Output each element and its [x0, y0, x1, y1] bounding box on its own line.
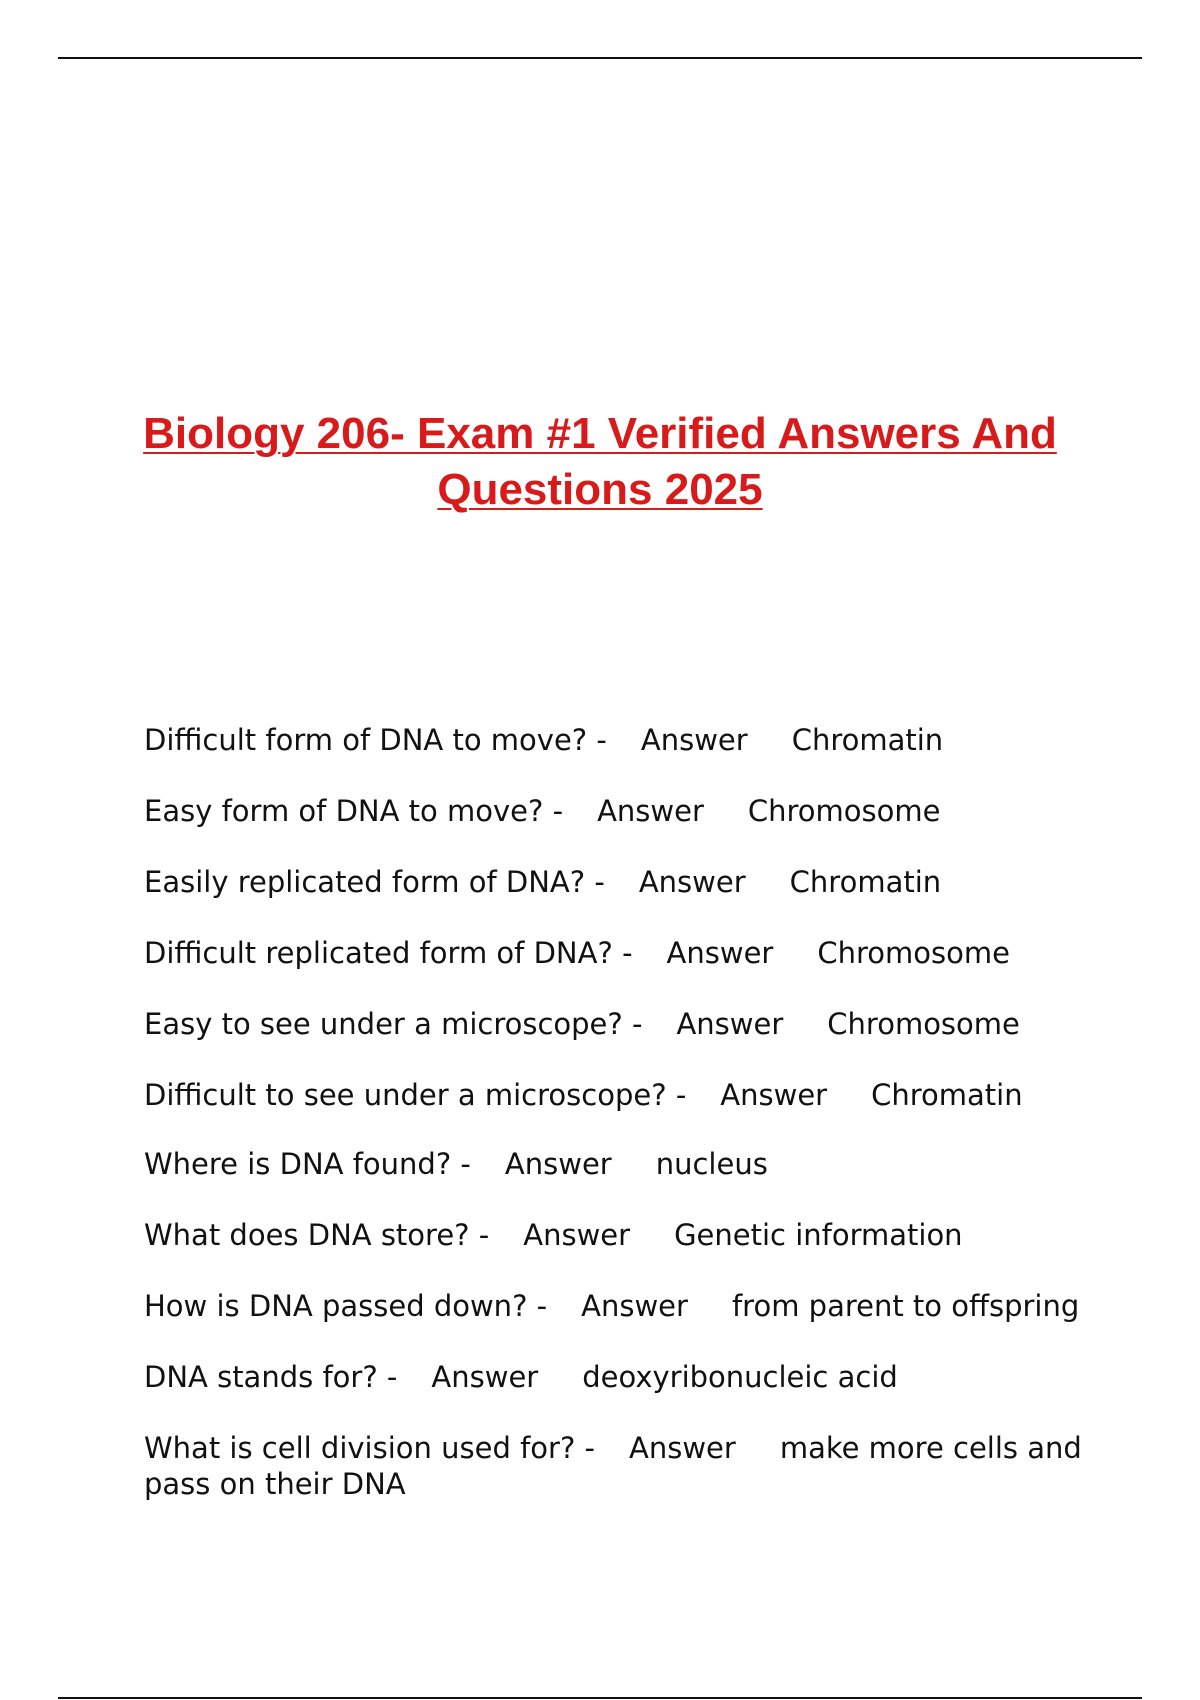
- answer-text: Chromosome: [817, 936, 1010, 970]
- qa-item: [144, 1077, 1144, 1113]
- qa-item: [144, 793, 1144, 829]
- question-text: Where is DNA found? -: [144, 1147, 471, 1181]
- document-title: Biology 206- Exam #1 Verified Answers And Questions 2025: [143, 409, 1057, 514]
- question-text: Easy form of DNA to move? -: [144, 794, 564, 828]
- bottom-rule: [58, 1697, 1142, 1699]
- answer-label: Answer: [431, 1360, 539, 1394]
- question-text: Difficult replicated form of DNA? -: [144, 936, 633, 970]
- qa-item: [144, 935, 1144, 971]
- answer-text: Chromosome: [827, 1007, 1020, 1041]
- answer-label: Answer: [504, 1147, 612, 1181]
- question-text: How is DNA passed down? -: [144, 1289, 548, 1323]
- answer-text: Chromatin: [871, 1078, 1023, 1112]
- answer-text: from parent to offspring: [731, 1289, 1080, 1323]
- top-rule: [58, 57, 1142, 59]
- answer-label: Answer: [597, 794, 704, 828]
- answer-text: deoxyribonucleic acid: [582, 1360, 898, 1394]
- answer-text: make more cells and pass on their DNA: [144, 1431, 1082, 1501]
- answer-label: Answer: [523, 1218, 631, 1252]
- answer-text: nucleus: [655, 1147, 768, 1181]
- answer-label: Answer: [676, 1007, 784, 1041]
- question-text: What is cell division used for? -: [144, 1431, 596, 1465]
- answer-label: Answer: [666, 936, 774, 970]
- answer-text: Chromatin: [789, 865, 942, 899]
- qa-list: [144, 722, 1144, 1537]
- qa-item: [144, 1288, 1144, 1324]
- qa-item: [144, 1430, 1144, 1502]
- answer-label: Answer: [720, 1078, 828, 1112]
- answer-text: Chromosome: [747, 794, 941, 828]
- answer-label: Answer: [581, 1289, 688, 1323]
- answer-label: Answer: [638, 865, 746, 899]
- question-text: Easy to see under a microscope? -: [144, 1007, 643, 1041]
- qa-item: [144, 1217, 1144, 1253]
- qa-item: [144, 1006, 1144, 1042]
- qa-item: [144, 1359, 1144, 1395]
- answer-text: Chromatin: [791, 723, 944, 757]
- qa-item: [144, 1146, 1144, 1182]
- question-text: What does DNA store? -: [144, 1218, 490, 1252]
- qa-item: [144, 864, 1144, 900]
- question-text: DNA stands for? -: [144, 1360, 398, 1394]
- qa-item: [144, 722, 1144, 758]
- question-text: Difficult form of DNA to move? -: [144, 723, 607, 757]
- answer-label: Answer: [640, 723, 748, 757]
- answer-text: Genetic information: [674, 1218, 963, 1252]
- question-text: Difficult to see under a microscope? -: [144, 1078, 687, 1112]
- answer-label: Answer: [629, 1431, 736, 1465]
- question-text: Easily replicated form of DNA? -: [144, 865, 605, 899]
